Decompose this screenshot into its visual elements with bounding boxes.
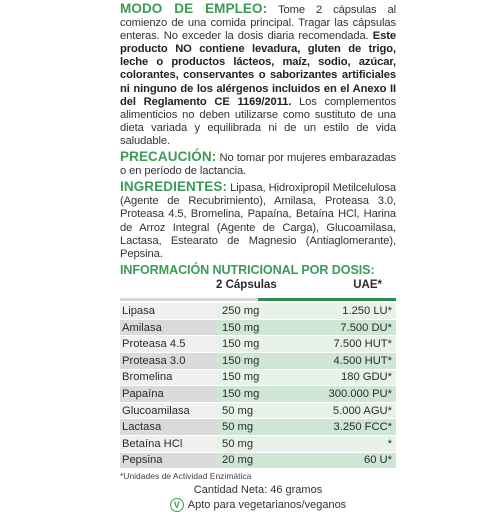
nutrient-name: Amilasa: [120, 319, 216, 336]
nutrition-title: INFORMACIÓN NUTRICIONAL POR DOSIS:: [120, 262, 375, 277]
modo-empleo-heading: MODO DE EMPLEO:: [120, 1, 268, 16]
label-panel: [120, 2, 396, 512]
nutrient-name: Proteasa 3.0: [120, 353, 216, 370]
nutrient-dose: 150 mg: [216, 386, 312, 403]
nutrient-name: Betaína HCl: [120, 436, 216, 453]
nutrient-name: Glucoamilasa: [120, 402, 216, 419]
nutrient-dose: 150 mg: [216, 353, 312, 370]
table-row: [120, 386, 396, 403]
precaucion-heading: PRECAUCIÓN:: [120, 149, 217, 165]
nutrient-name: Lipasa: [120, 303, 216, 320]
net-quantity: Cantidad Neta: 46 gramos: [193, 484, 323, 497]
nutrient-name: Proteasa 4.5: [120, 336, 216, 353]
col-dose-header: 2 Cápsulas: [216, 278, 277, 291]
ingredientes-heading: INGREDIENTES:: [120, 179, 228, 195]
nutrition-table-header: [120, 279, 396, 294]
table-row: [120, 336, 396, 353]
ingredientes-section: [120, 180, 396, 261]
nutrient-uae: 5.000 AGU*: [312, 402, 396, 419]
nutrient-uae: 1.250 LU*: [312, 303, 396, 320]
nutrient-uae: *: [312, 436, 396, 453]
nutrient-dose: 50 mg: [216, 402, 312, 419]
vegan-badge: [120, 498, 396, 512]
table-row: [120, 436, 396, 453]
nutrient-uae: 60 U*: [312, 452, 396, 469]
modo-empleo-text: Tome 2 cápsulas al comienzo de una comida principal. Tragar las cápsulas enteras. No exceder la dosis diaria recomendada.: [120, 4, 397, 43]
nutrient-uae: 3.250 FCC*: [312, 419, 396, 436]
header-divider: [120, 298, 396, 301]
col-uae-header: UAE*: [353, 278, 382, 291]
allergen-statement: Este producto NO contiene levadura, gluten de trigo, leche o productos lácteos, maíz, sodio, azúcar, colorantes, conservantes o saborizantes artificiales ni ninguno de los alérgenos incluidos en el Anexo II del Reglamento CE 1169/2011.: [120, 30, 396, 108]
nutrient-dose: 150 mg: [216, 369, 312, 386]
nutrient-uae: 7.500 HUT*: [312, 336, 396, 353]
table-row: [120, 303, 396, 320]
table-row: [120, 369, 396, 386]
ingredientes-text: Lipasa, Hidroxipropil Metilcelulosa (Agente de Recubrimiento), Amilasa, Proteasa 3.0, Proteasa 4.5, Bromelina, Papaína, Betaína HCl, Harina de Arroz Integral (Agente de Carga), Glucoamilasa, Lactasa, Estearato de Magnesio (Antiaglomerante), Pepsina.: [120, 182, 396, 260]
table-row: [120, 419, 396, 436]
nutrient-uae: 4.500 HUT*: [312, 353, 396, 370]
footnote: *Unidades de Actividad Enzimática: [120, 471, 252, 482]
nutrient-name: Bromelina: [120, 369, 216, 386]
precaucion-section: [120, 150, 396, 178]
leaf-v-icon: V: [170, 498, 184, 512]
nutrient-dose: 150 mg: [216, 319, 312, 336]
table-row: [120, 353, 396, 370]
nutrient-dose: 50 mg: [216, 419, 312, 436]
nutrient-dose: 50 mg: [216, 436, 312, 453]
table-row: [120, 402, 396, 419]
nutrient-dose: 250 mg: [216, 303, 312, 320]
nutrient-name: Lactasa: [120, 419, 216, 436]
nutrient-name: Papaína: [120, 386, 216, 403]
nutrient-uae: 180 GDU*: [312, 369, 396, 386]
modo-empleo-section: [120, 2, 396, 148]
nutrient-name: Pepsina: [120, 452, 216, 469]
table-row: [120, 452, 396, 469]
nutrient-dose: 20 mg: [216, 452, 312, 469]
table-row: [120, 319, 396, 336]
nutrition-table: [120, 303, 396, 469]
nutrient-uae: 300.000 PU*: [312, 386, 396, 403]
precaucion-text: No tomar por mujeres embarazadas o en período de lactancia.: [120, 152, 396, 178]
nutrient-uae: 7.500 DU*: [312, 319, 396, 336]
supplement-warning: Los complementos alimenticios no deben utilizarse como sustituto de una dieta variada y equilibrada ni de un estilo de vida saludable.: [120, 95, 396, 147]
nutrient-dose: 150 mg: [216, 336, 312, 353]
vegan-text: Apto para vegetarianos/veganos: [187, 499, 347, 512]
